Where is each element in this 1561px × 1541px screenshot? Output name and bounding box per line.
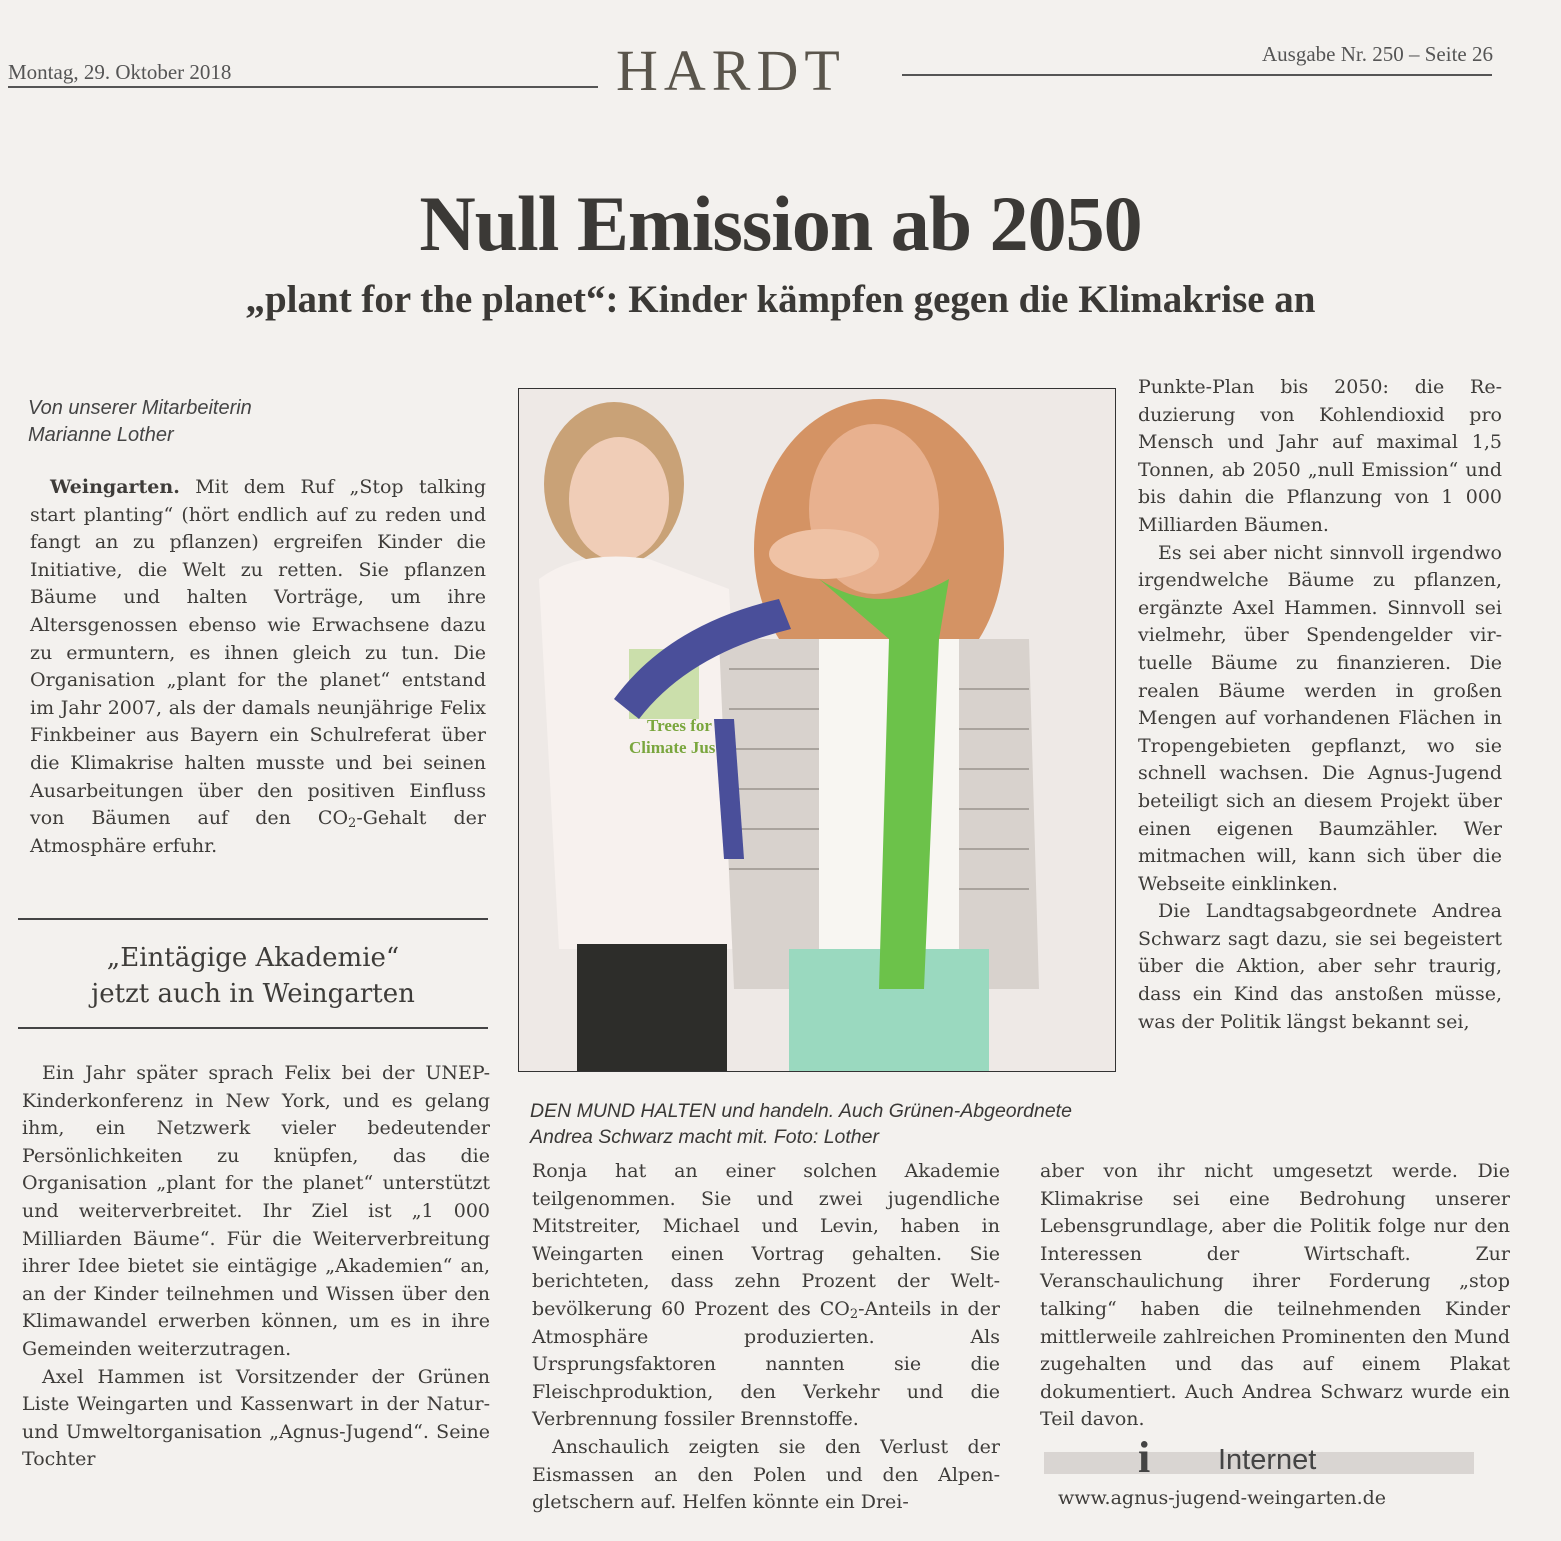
article-column-1-bottom <box>22 1060 490 1474</box>
byline <box>28 395 252 449</box>
info-box-url[interactable]: www.agnus-jugend-weingarten.de <box>1058 1487 1387 1509</box>
shirt-text-2: Climate Jus <box>629 738 716 757</box>
dateline: Weingarten. <box>50 476 180 498</box>
sidehead-rule-top <box>18 918 488 920</box>
article-column-4 <box>1040 1158 1510 1434</box>
byline-line-1: Von unserer Mitarbeiterin <box>28 397 252 419</box>
masthead-section-title: HARDT <box>616 38 846 103</box>
subheadline: „plant for the planet“: Kinder kämpfen gegen die Klimakrise an <box>245 278 1316 321</box>
subscript: 2 <box>348 816 357 832</box>
masthead-issue: Ausgabe Nr. 250 – Seite 26 <box>1262 42 1493 66</box>
paragraph-text: -Anteils in der Atmosphäre produzierten. Als Ursprungsfaktoren nannten sie die Fleischproduktion, den Verkehr und die Verbrennung fossiler Brennstoffe. <box>532 1297 1001 1431</box>
paragraph: Ein Jahr später sprach Felix bei der UNEP-Kinderkonferenz in New York, und es gelang ihm, ein Netzwerk vieler bedeutender Persönlichkeiten zu knüpfen, das die Organisation „plant for the planet“ unterstützt und weiterverbreitet. Ihr Ziel ist „1 000 Milliarden Bäume“. Für die Weiterverbreitung ihrer Idee bietet sie eintägige „Akademien“ an, an der Kinder teilnehmen und Wissen über den Klimawandel erwerben können, um es in ihre Gemeinden weiterzutragen. <box>22 1062 490 1360</box>
info-box-label: Internet <box>1218 1444 1317 1476</box>
paragraph: aber von ihr nicht umgesetzt werde. Die Klimakrise sei eine Bedrohung unserer Lebensgrundlage, aber die Politik folge nur den Interessen der Wirtschaft. Zur Veranschaulichung ihrer Forderung „stop talking“ haben die teilnehmenden Kinder mittlerweile zahlreichen Prominenten den Mund zugehalten und das auf einem Plakat dokumentiert. Auch Andrea Schwarz wurde ein Teil davon. <box>1040 1160 1510 1431</box>
byline-line-2: Marianne Lother <box>28 424 174 446</box>
info-icon: i <box>1138 1433 1151 1482</box>
paragraph-text: -Gehalt der Atmosphäre erfuhr. <box>30 807 486 857</box>
headline: Null Emission ab 2050 <box>419 180 1142 267</box>
section-subheading-line-1: „Eintägige Akademie“ <box>106 943 400 973</box>
section-subheading <box>18 940 488 1012</box>
masthead-rule-right <box>902 74 1492 76</box>
paragraph-text: Mit dem Ruf „Stop talking start planting“ (hört endlich auf zu reden und fangt an zu pflanzen) ergreifen Kinder die Initiative, die Welt zu retten. Sie pflanzen Bäume und halten Vorträge, um ihre Altersgenossen ebenso wie Erwachsene dazu zu ermuntern, es ihnen gleich zu tun. Die Organisation „plant for the planet“ entstand im Jahr 2007, als der damals neunjährige Felix Finkbeiner aus Bayern ein Schulreferat über die Klimakrise halten musste und bei seinen Ausarbeitungen über den positiven Einfluss von Bäumen auf den CO <box>30 476 486 830</box>
photo-illustration <box>519 389 1115 1071</box>
article-photo <box>518 388 1116 1072</box>
paragraph <box>30 474 486 860</box>
masthead-rule-left <box>8 86 598 88</box>
masthead-date: Montag, 29. Oktober 2018 <box>8 60 232 84</box>
paragraph <box>532 1158 1000 1434</box>
paragraph: Es sei aber nicht sinnvoll irgendwo irgendwelche Bäume zu pflanzen, ergänzte Axel Hammen. Sinnvoll sei vielmehr, über Spendengelder virtuelle Bäume zu finanzieren. Die realen Bäume werden in großen Mengen auf vorhandenen Flächen in Tropengebieten gepflanzt, wo sie schnell wachsen. Die Agnus-Jugend beteiligt sich an diesem Projekt über einen eigenen Baumzähler. Wer mitmachen will, kann sich über die Webseite einklinken. <box>1138 541 1502 895</box>
subscript: 2 <box>849 1306 859 1322</box>
paragraph: Anschaulich zeigten sie den Verlust der Eismassen an den Polen und den Alpengletschern auf. Helfen könnte ein Drei- <box>532 1435 1000 1514</box>
sidehead-rule-bottom <box>18 1027 488 1029</box>
article-column-1-top <box>30 474 486 860</box>
article-column-2 <box>532 1158 1000 1517</box>
section-subheading-line-2: jetzt auch in Weingarten <box>91 979 415 1009</box>
paragraph: Punkte-Plan bis 2050: die Reduzierung von Kohlendioxid pro Mensch und Jahr auf maximal 1,5 Tonnen, ab 2050 „null Emission“ und bis dahin die Pflanzung von 1 000 Milliarden Bäumen. <box>1138 376 1502 536</box>
paragraph: Die Landtagsabgeordnete Andrea Schwarz sagt dazu, sie sei begeistert über die Aktion, aber sehr traurig, dass ein Kind das anstoßen müsse, was der Politik längst bekannt sei, <box>1138 900 1502 1033</box>
article-column-3 <box>1138 374 1502 1036</box>
photo-caption: DEN MUND HALTEN und handeln. Auch Grünen-Abgeordnete Andrea Schwarz macht mit. Foto: Lother <box>530 1100 1072 1148</box>
paragraph: Axel Hammen ist Vorsitzender der Grünen Liste Weingarten und Kassenwart in der Natur- und Umweltorganisation „Agnus-Jugend“. Seine Tochter <box>22 1365 490 1471</box>
shirt-text-1: Trees for <box>647 716 712 735</box>
paragraph-text: Ronja hat an einer solchen Akademie teilgenommen. Sie und zwei jugendliche Mitstreiter, Michael und Levin, haben in Weingarten einen Vortrag gehalten. Sie berichteten, dass zehn Prozent der Weltbevölkerung 60 Prozent des CO <box>532 1160 1000 1320</box>
